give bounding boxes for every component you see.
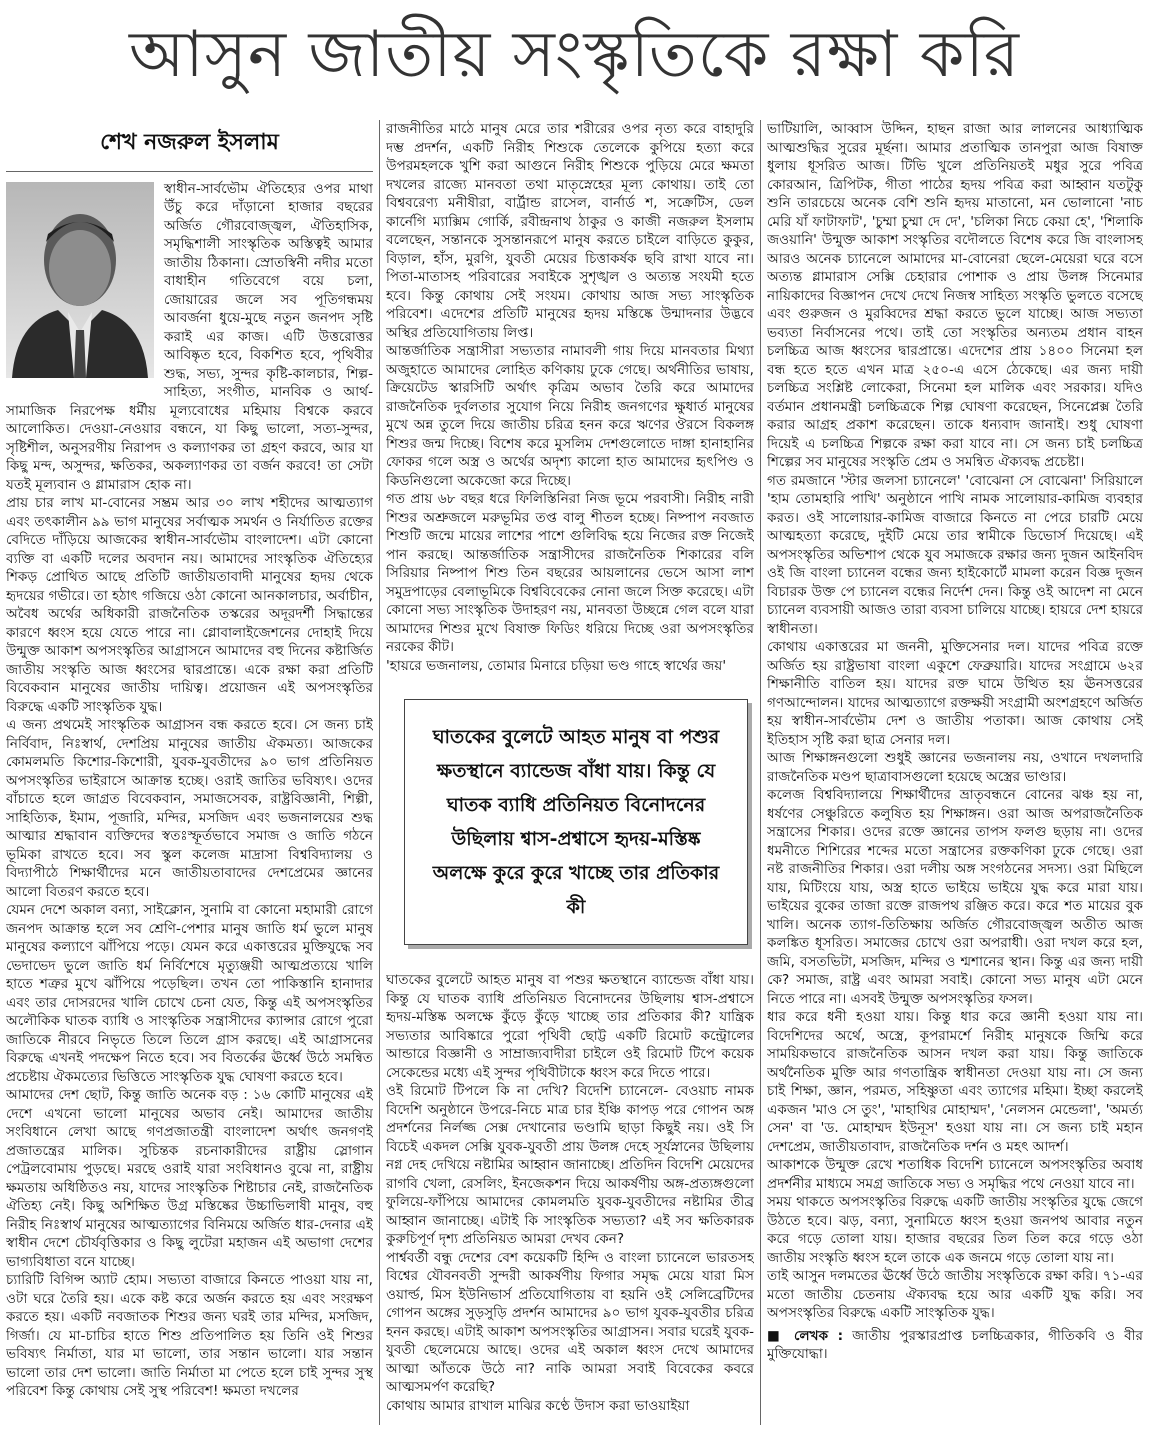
column-3 — [767, 120, 1143, 1425]
paragraph: গত প্রায় ৬৮ বছর ধরে ফিলিস্তিনিরা নিজ ভূমে পরবাসী। নিরীহ নারী শিশুর অশ্রুজলে মরুভূমির তপ্ত বালু শীতল হচ্ছে। নিষ্পাপ নবজাত শিশুটি জন্মে মায়ের লাশের পাশে গুলিবিদ্ধ হয়ে নিজের রক্ত নিজেই পান করছে। আন্তর্জাতিক সন্ত্রাসীদের রাজনৈতিক শিকারের বলি সিরিয়ার নিষ্পাপ শিশু তিন বছরের আয়লানের ভেসে আসা লাশ সমুদ্রপাড়ের বেলাভূমিকে বিশ্ববিবেকের নোনা জলে সিক্ত করেছে। এটা কোনো সভ্য সাংস্কৃতিক উদাহরণ নয়, মানবতা উচ্ছন্নে গেল বলে যারা আমাদের শিশুর মুখে বিষাক্ত ফিডিং ধরিয়ে দিচ্ছে ওরা অপসংস্কৃতির নরকের কীট। — [386, 491, 754, 655]
paragraph: যেমন দেশে অকাল বন্যা, সাইক্লোন, সুনামি বা কোনো মহামারী রোগে জনপদ আক্রান্ত হলে সব শ্রেণি-পেশার মানুষ জাতি ধর্ম ভুলে মানুষ মানুষের কল্যাণে ঝাঁপিয়ে পড়ে। যেমন করে একাত্তরের মুক্তিযুদ্ধে সব ভেদাভেদ ভুলে জাতি ধর্ম নির্বিশেষে মৃত্যুঞ্জয়ী আত্মপ্রত্যয়ে খালি হাতে শত্রুর মুখে ঝাঁপিয়ে পড়েছিল। তখন তো পাকিস্তানি হানাদার এবং তার দোসরদের খালি চোখে চেনা যেত, কিন্তু এই অপসংস্কৃতির অলৌকিক ঘাতক ব্যাধি ও সাংস্কৃতিক সন্ত্রাসীদের ক্যান্সার রোগে পুরো জাতিকে নীরবে নিভৃতে তিলে তিলে গ্রাস করছে। এই আগ্রাসনের বিরুদ্ধে এখনই পদক্ষেপ নিতে হবে। সব বিতর্কের ঊর্ধ্বে উঠে সমন্বিত প্রচেষ্টায় ঐকমত্যের ভিত্তিতে সাংস্কৃতিক যুদ্ধ ঘোষণা করতে হবে। — [6, 902, 373, 1085]
paragraph: এ জন্য প্রথমেই সাংস্কৃতিক আগ্রাসন বন্ধ করতে হবে। সে জন্য চাই নির্বিবাদ, নিঃস্বার্থ, দেশপ্রিয় মানুষের জাতীয় ঐকমত্য। আজকের কোমলমতি কিশোর-কিশোরী, যুবক-যুবতীদের ৯০ ভাগ প্রতিনিয়ত অপসংস্কৃতির ভাইরাসে আক্রান্ত হচ্ছে। ওরাই জাতির ভবিষ্যৎ। ওদের বাঁচাতে হলে জাগ্রত বিবেকবান, সমাজসেবক, রাষ্ট্রবিজ্ঞানী, শিল্পী, সাহিত্যিক, ইমাম, পূজারি, মন্দির, মসজিদ এবং ভজনালয়ের শুদ্ধ আত্মার শ্রদ্ধাবান ব্যক্তিদের স্বতঃস্ফূর্তভাবে সমাজ ও জাতি গঠনে ভূমিকা রাখতে হবে। সব স্কুল কলেজ মাদ্রাসা বিশ্ববিদ্যালয় ও বিদ্যাপীঠে শিক্ষার্থীদের মনে জাতীয়তাবাদের দেশপ্রেমের জ্ঞানের আলো বিতরণ করতে হবে। — [6, 717, 373, 900]
paragraph: ঘাতকের বুলেটে আহত মানুষ বা পশুর ক্ষতস্থানে ব্যান্ডেজ বাঁধা যায়। কিন্তু যে ঘাতক ব্যাধি প্রতিনিয়ত বিনোদনের উছিলায় শ্বাস-প্রশ্বাসে হৃদয়-মস্তিষ্ক অলক্ষে কুঁড়ে কুঁড়ে খাচ্ছে তার প্রতিকার কী? যান্ত্রিক সভ্যতার আবিষ্কারে পুরো পৃথিবী ছোট্ট একটি রিমোট কন্ট্রোলের আন্ডারে বিজ্ঞানী ও সাম্রাজ্যবাদীরা চাইলে ওই রিমোট টিপে কয়েক সেকেন্ডের মধ্যে এই সুন্দর পৃথিবীটাকে ধ্বংস করে দিতে পারে। — [386, 972, 754, 1081]
author-note — [767, 1327, 1143, 1364]
paragraph: ধার করে ধনী হওয়া যায়। কিন্তু ধার করে জ্ঞানী হওয়া যায় না। বিদেশিদের অর্থে, অস্ত্রে, কূপরামর্শে নিরীহ মানুষকে জিম্মি করে সাময়িকভাবে রাজনৈতিক আসন দখল করা যায়। কিন্তু জাতিকে অর্থনৈতিক মুক্তি আর গণতান্ত্রিক স্বাধীনতা দেওয়া যায় না। সে জন্য চাই শিক্ষা, জ্ঞান, পরমত, সহিষ্ণুতা এবং ত্যাগের মহিমা। ইচ্ছা করলেই একজন 'মাও সে তুং', 'মাহাথির মোহাম্মদ', 'নেলসন মেন্ডেলা', 'অমর্ত্য সেন' বা 'ড. মোহাম্মদ ইউনূস' হওয়া যায় না। সে জন্য চাই মহান দেশপ্রেম, জাতীয়তাবাদ, রাজনৈতিক দর্শন ও মহৎ আদর্শ। — [767, 1009, 1143, 1155]
author-note-text: জাতীয় পুরস্কারপ্রাপ্ত চলচ্চিত্রকার, গীতিকবি ও বীর মুক্তিযোদ্ধা। — [767, 1327, 1143, 1362]
paragraph: সময় থাকতে অপসংস্কৃতির বিরুদ্ধে একটি জাতীয় সংস্কৃতির যুদ্ধে জেগে উঠতে হবে। ঝড়, বন্যা, সুনামিতে ধ্বংস হওয়া জনপথ আবার নতুন করে গড়ে তোলা যায়। হাজার বছরের তিল তিল করে গড়ে ওঠা জাতীয় সংস্কৃতি ধ্বংস হলে তাকে এক জনমে গড়ে তোলা যায় না। — [767, 1194, 1143, 1266]
paragraph: গত রমজানে 'স্টার জলসা চ্যানেলে' 'বোঝেনা সে বোঝেনা' সিরিয়ালে 'হাম তোমহারি পাখি' অনুষ্ঠানে পাখি নামক সালোয়ার-কামিজ ব্যবহার করত। ওই সালোয়ার-কামিজ বাজারে কিনতে না পেরে চারটি মেয়ে আত্মহত্যা করেছে, দুইটি মেয়ে তার স্বামীকে ডিভোর্স দিয়েছে। এই অপসংস্কৃতির অভিশাপ থেকে যুব সমাজকে রক্ষার জন্য দুজন আইনবিদ ওই জি বাংলা চ্যানেল বন্ধের জন্য হাইকোর্টে মামলা করেন বিজ্ঞ দুজন বিচারক উক্ত পে চ্যানেল বন্ধের নির্দেশ দেন। কিন্তু ওই আদেশ না মেনে চ্যানেল ব্যবসায়ী আজও তারা ব্যবসা চালিয়ে যাচ্ছে। হায়রে দেশ হায়রে স্বাধীনতা। — [767, 472, 1143, 637]
paragraph: তাই আসুন দলমতের ঊর্ধ্বে উঠে জাতীয় সংস্কৃতিকে রক্ষা করি। ৭১-এর মতো জাতীয় চেতনায় ঐক্যবদ্ধ হয়ে আর একটি যুদ্ধ করি। সব অপসংস্কৃতির বিরুদ্ধে একটি সাংস্কৃতিক যুদ্ধ। — [767, 1268, 1143, 1321]
paragraph: 'হায়রে ভজনালয়, তোমার মিনারে চড়িয়া ভণ্ড গাহে স্বার্থের জয়' — [386, 657, 727, 674]
paragraph: কোথায় আমার রাখাল মাঝির কণ্ঠে উদাস করা ভাওয়াইয়া — [386, 1397, 690, 1414]
byline: শেখ নজরুল ইসলাম — [6, 120, 373, 172]
paragraph: কোথায় একাত্তরের মা জননী, মুক্তিসেনার দল। যাদের পবিত্র রক্তে অর্জিত হয় রাষ্ট্রভাষা বাংলা একুশে ফেব্রুয়ারি। যাদের সংগ্রামে ৬২র শিক্ষানীতি বাতিল হয়। যাদের রক্ত ঘামে উত্থিত হয় ঊনসত্তরের গণআন্দোলন। যাদের আত্মত্যাগে রক্তক্ষয়ী সংগ্রামী অংশগ্রহণে অর্জিত হয় স্বাধীন-সার্বভৌম দেশ ও জাতীয় পতাকা। আজ কোথায় সেই ইতিহাস সৃষ্টি করা ছাত্র সেনার দল। — [767, 639, 1143, 748]
paragraph: স্বাধীন-সার্বভৌম ঐতিহ্যের ওপর মাথা উঁচু করে দাঁড়ানো হাজার বছরের অর্জিত গৌরবোজ্জ্বল, ঐতিহাসিক, সমৃদ্ধিশালী সাংস্কৃতিক অস্তিত্বই আমার জাতীয় ঠিকানা। স্রোতস্বিনী নদীর মতো বাধাহীন গতিবেগে বয়ে চলা, জোয়ারের জলে সব পূতিগন্ধময় আবর্জনা ধুয়ে-মুছে নতুন জনপদ সৃষ্টি করাই এর কাজ। এটি উত্তরোত্তর আবিষ্কৃত হবে, বিকশিত হবে, পৃথিবীর শুদ্ধ, সভ্য, সুন্দর কৃষ্টি-কালচার, শিল্প-সাহিত্য, সংগীত, মানবিক ও আর্থ-সামাজিক নিরপেক্ষ ধর্মীয় মূল্যবোধের মহিমায় বিশ্বকে করবে আলোকিত। দেওয়া-নেওয়ার বন্ধনে, যা কিছু ভালো, সত্য-সুন্দর, সৃষ্টিশীল, অনুসরণীয় নিরাপদ ও কল্যাণকর তা গ্রহণ করবে, আর যা কিছু মন্দ, অসুন্দর, ক্ষতিকর, অকল্যাণকর তা বর্জন করবে! তা সেটা যতই মূল্যবান ও গ্লামারাস হোক না। — [6, 180, 373, 493]
author-note-label: ■ লেখক : — [767, 1327, 844, 1344]
paragraph: পার্শ্ববর্তী বন্ধু দেশের বেশ কয়েকটি হিন্দি ও বাংলা চ্যানেলে ভারতসহ বিশ্বের যৌবনবতী সুন্দরী আকর্ষণীয় ফিগার সমৃদ্ধ মেয়ে যারা মিস ওয়ার্ল্ড, মিস ইউনিভার্স প্রতিযোগিতায় বা হয়নি ওই সেলিব্রেটিদের গোপন অঙ্গের সুড়সুড়ি প্রদর্শন আমাদের ৯০ ভাগ যুবক-যুবতীর চরিত্র হনন করছে। এটাই আকাশ অপসংস্কৃতির আগ্রাসন। সবার ঘরেই যুবক-যুবতী ছেলেমেয়ে আছে। ওদের এই অকাল ধ্বংস দেখে আমাদের আত্মা আঁতকে উঠে না? নাকি আমরা সবাই বিবেকের কবরে আত্মসমর্পণ করেছি? — [386, 1249, 754, 1395]
paragraph: আকাশকে উন্মুক্ত রেখে শতাধিক বিদেশি চ্যানেলে অপসংস্কৃতির অবাধ প্রদর্শনীর মাধ্যমে সমগ্র জাতিকে সভ্য ও সমৃদ্ধির পথে নেওয়া যাবে না। — [767, 1157, 1143, 1192]
paragraph: ভাটিয়ালি, আব্বাস উদ্দিন, হাছন রাজা আর লালনের আধ্যাত্মিক আত্মশুদ্ধির সুরের মূর্ছনা। আমার প্রতাত্মিক তানপুরা আজ বিষাক্ত ধুলায় ধূসরিত আজ। টিভি খুলে প্রতিনিয়তই মধুর সুরে পবিত্র কোরআন, ত্রিপিটক, গীতা পাঠের হৃদয় পবিত্র করা আহ্বান যতটুকু শুনি তারচেয়ে অনেক বেশি শুনি হৃদয় মাতানো, মন ভোলানো 'নাচ মেরি যাঁ ফাটাফাট', 'চুম্মা চুম্মা দে দে', 'চলিকা নিচে কেয়া হে', 'শিলাকি জওয়ানি' উন্মুক্ত আকাশ সংস্কৃতির বদৌলতে বিশেষ করে জি বাংলাসহ আরও অনেক চ্যানেলে আমাদের মা-বোনেরা ছেলে-মেয়েরা ঘরে বসে অত্যন্ত গ্লামারাস সেক্সি চেহারার পোশাক ও প্রায় উলঙ্গ সিনেমার নায়িকাদের বিজ্ঞাপন দেখে দেখে নিজস্ব সাহিত্য সংস্কৃতি ভুলতে বসেছে এবং গুরুজন ও মুরব্বিদের শ্রদ্ধা করতে ভুলে যাচ্ছে। আজ সভ্যতা ভব্যতা নির্বাসনের পথে। তাই তো সংস্কৃতির অন্যতম প্রধান বাহন চলচ্চিত্র আজ ধ্বংসের দ্বারপ্রান্তে। এদেশের প্রায় ১৪০০ সিনেমা হল বন্ধ হতে হতে এখন মাত্র ২৫০-এ এসে ঠেকেছে। এর জন্য দায়ী চলচ্চিত্র সংশ্লিষ্ট লোকেরা, সিনেমা হল মালিক এবং সরকার। যদিও বর্তমান প্রধানমন্ত্রী চলচ্চিত্রকে শিল্প ঘোষণা করেছেন, সিনেপ্লেক্স তৈরি করার আগ্রহ প্রকাশ করেছেন। তাকে ধন্যবাদ জানাই। শুধু ঘোষণা দিয়েই এ চলচ্চিত্র শিল্পকে রক্ষা করা যাবে না। সে জন্য চাই চলচ্চিত্র শিল্পের সব মানুষের সংস্কৃতি প্রেম ও সমন্বিত ঐক্যবদ্ধ প্রচেষ্টা। — [767, 121, 1143, 470]
paragraph: আমাদের দেশ ছোট, কিন্তু জাতি অনেক বড় : ১৬ কোটি মানুষের এই দেশে এখনো ভালো মানুষের অভাব নেই। আমাদের জাতীয় সংবিধানে লেখা আছে গণপ্রজাতন্ত্রী বাংলাদেশ অর্থাৎ জনগণই প্রজাতন্ত্রের মালিক। সুচিন্তক রচনাকারীদের রাষ্ট্রীয় স্লোগান পেট্রলবোমায় পুড়ছে। মরছে ওরাই যারা সংবিধানও বুঝে না, রাষ্ট্রীয় ক্ষমতায় অধিষ্ঠিতও নয়, যাদের সাংস্কৃতিক শিষ্টাচার নেই, রাজনৈতিক ঐতিহ্য নেই। কিছু অশিক্ষিত উগ্র মস্তিষ্কের উচ্চাভিলাষী মানুষ, বহু নিরীহ নিঃস্বার্থ মানুষের আত্মত্যাগের বিনিময়ে অর্জিত ধার-দেনার এই স্বাধীন দেশে চৌর্যবৃত্তিকার ও কিছু লুটেরা মহাজন এই অভাগা দেশের ভাগ্যবিধাতা বনে যাচ্ছে। — [6, 1087, 373, 1270]
headline: আসুন জাতীয় সংস্কৃতিকে রক্ষা করি — [128, 18, 1020, 92]
paragraph: ওই রিমোট টিপলে কি না দেখি? বিদেশি চ্যানেলে- বেওয়াচ নামক বিদেশি অনুষ্ঠানে উপরে-নিচে মাত্র চার ইঞ্চি কাপড় পরে গোপন অঙ্গ প্রদর্শনের নির্লজ্জ সেক্স দেখানোর ভণ্ডামি ছাড়া কিছুই নয়। ওই সি বিচেই একদল সেক্সি যুবক-যুবতী প্রায় উলঙ্গ দেহে সূর্যস্নানের উছিলায় নগ্ন দেহ দেখিয়ে নষ্টামির আহ্বান জানাচ্ছে। প্রতিদিন বিদেশি মেয়েদের রাগবি খেলা, রেসলিং, ইনজেকশন দিয়ে আকর্ষণীয় অঙ্গ-প্রত্যঙ্গগুলো ফুলিয়ে-ফাঁপিয়ে আমাদের কোমলমতি যুবক-যুবতীদের নষ্টামির তীব্র আহ্বান জানাচ্ছে। এটাই কি সাংস্কৃতিক সভ্যতা? এই সব ক্ষতিকারক কুরুচিপূর্ণ দৃশ্য প্রতিনিয়ত আমরা দেখব কেন? — [386, 1083, 754, 1247]
paragraph: আজ শিক্ষাঙ্গনগুলো শুধুই জ্ঞানের ভজনালয় নয়, ওখানে দখলদারি রাজনৈতিক মণ্ডপ ছাত্রাবাসগুলো হয়েছে অস্ত্রের ভাণ্ডার। — [767, 750, 1143, 785]
paragraph: আন্তর্জাতিক সন্ত্রাসীরা সভ্যতার নামাবলী গায় দিয়ে মানবতার মিথ্যা অজুহাতে আমাদের লোহিত কণিকায় ঢুকে গেছে। অর্থনীতির ভাষায়, ক্রিয়েটেড স্কারসিটি অর্থাৎ কৃত্রিম অভাব তৈরি করে আমাদের রাজনৈতিক দুর্বলতার সুযোগ নিয়ে নিরীহ জনগণের ক্ষুধার্ত মানুষের মুখে অন্ন তুলে দিয়ে জাতীয় চরিত্র হনন করে ঋণের ঔরসে বিকলঙ্গ শিশুর জন্ম দিচ্ছে। বিশেষ করে মুসলিম দেশগুলোতে দাঙ্গা হানাহানির ফোকর গলে অস্ত্র ও অর্থের অদৃশ্য কালো হাত আমাদের হৃৎপিণ্ড ও কিডনিগুলো অকেজো করে দিচ্ছে। — [386, 343, 754, 489]
paragraph: রাজনীতির মাঠে মানুষ মেরে তার শরীরের ওপর নৃত্য করে বাহাদুরি দম্ভ প্রদর্শন, একটি নিরীহ শিশুকে তেলেকে কুপিয়ে হত্যা করে উপরমহলকে খুশি করা আগুনে নিরীহ শিশুকে পুড়িয়ে মেরে ক্ষমতা দখলের রাজ্যে মানবতা তথা মাতৃস্নেহের মূল্য কোথায়। তাই তো বিশ্ববরেণ্য মনীষীরা, বার্ট্রান্ড রাসেল, বার্নার্ড শ, সক্রেটিস, ডেল কার্নেগি ম্যাক্সিম গোর্কি, রবীন্দ্রনাথ ঠাকুর ও কাজী নজরুল ইসলাম বলেছেন, সন্তানকে সুসন্তানরূপে মানুষ করতে চাইলে বাড়িতে কুকুর, বিড়াল, হাঁস, মুরগি, যুবতী মেয়ের চিত্তাকর্ষক ছবি রাখা যাবে না। পিতা-মাতাসহ পরিবারের সবাইকে সুশৃঙ্খল ও অত্যন্ত সংযমী হতে হবে। কিন্তু কোথায় সেই সংযম। কোথায় আজ সভ্য সাংস্কৃতিক পরিবেশ। এদেশের প্রতিটি মানুষের হৃদয় মস্তিষ্কে উন্মাদনার উদ্ভবে অস্থির প্রতিযোগিতায় লিপ্ত। — [386, 121, 754, 341]
author-photo — [6, 182, 154, 378]
pull-quote: ঘাতকের বুলেটে আহত মানুষ বা পশুর ক্ষতস্থানে ব্যান্ডেজ বাঁধা যায়। কিন্তু যে ঘাতক ব্যাধি প্রতিনিয়ত বিনোদনের উছিলায় শ্বাস-প্রশ্বাসে হৃদয়-মস্তিষ্ক অলক্ষে কুরে কুরে খাচ্ছে তার প্রতিকার কী — [404, 699, 748, 945]
column-divider — [379, 120, 380, 1425]
column-1 — [6, 120, 373, 1425]
paragraph: প্রায় চার লাখ মা-বোনের সম্ভ্রম আর ৩০ লাখ শহীদের আত্মত্যাগ এবং তৎকালীন ৯৯ ভাগ মানুষের সর্বাত্মক সমর্থন ও নির্যাতিত রক্তের বেদিতে দাঁড়িয়ে আজকের স্বাধীন-সার্বভৌম বাংলাদেশ। এটা কোনো ব্যক্তি বা একটি দলের অবদান নয়। আমাদের সাংস্কৃতিক ঐতিহ্যের শিকড় প্রোথিত আছে প্রতিটি জাতীয়তাবাদী মানুষের হৃদয় থেকে হৃদয়ের গভীরে। তা হঠাৎ গজিয়ে ওঠা কোনো আনকালচার, অর্বাচীন, অবৈধ অর্থের অধিকারী রাজনৈতিক তস্করের অদূরদর্শী সিদ্ধান্তের কারণে ধ্বংস হয়ে যেতে পারে না। গ্লোবালাইজেশনের দোহাই দিয়ে উন্মুক্ত আকাশ অপসংস্কৃতির আগ্রাসনে আমাদের বহু দিনের কষ্টার্জিত জাতীয় সংস্কৃতি আজ ধ্বংসের দ্বারপ্রান্তে। একে রক্ষা করা প্রতিটি বিবেকবান মানুষের জাতীয় দায়িত্ব। প্রয়োজন এই অপসংস্কৃতির বিরুদ্ধে একটি সাংস্কৃতিক যুদ্ধ। — [6, 495, 373, 715]
column-2 — [386, 120, 754, 1425]
paragraph: চ্যারিটি বিগিন্স অ্যাট হোম। সভ্যতা বাজারে কিনতে পাওয়া যায় না, ওটা ঘরে তৈরি হয়। একে কষ্ট করে অর্জন করতে হয় এবং সংরক্ষণ করতে হয়। একটি নবজাতক শিশুর জন্য ঘরই তার মন্দির, মসজিদ, গির্জা। যে মা-চাচির হাতে শিশু প্রতিপালিত হয় তিনি ওই শিশুর ভবিষ্যৎ নির্মাতা, যার মা ভালো, তার সন্তান ভালো। যার সন্তান ভালো তার দেশ ভালো। জাতি নির্মাতা মা পেতে হলে চাই সুন্দর সুস্থ পরিবেশ কিন্তু কোথায় সেই সুস্থ পরিবেশ! ক্ষমতা দখলের — [6, 1272, 373, 1399]
paragraph: কলেজ বিশ্ববিদ্যালয়ে শিক্ষার্থীদের ভ্রাতৃবন্ধনে বোনের ঝঞ্চ হয় না, ধর্ষণের সেঞ্চুরিতে কলুষিত হয় শিক্ষাঙ্গন। ওরা আজ অপরাজনৈতিক সন্ত্রাসের শিকার। ওদের রক্তে জ্ঞানের তাপস ফলগু ছড়ায় না। ওদের ধমনীতে শিশিরের শব্দের মতো সন্ত্রাসের রক্তকণিকা ঢুকে গেছে। ওরা নষ্ট রাজনীতির শিকার। ওরা দলীয় অঙ্গ সংগঠনের সদস্য। ওরা মিছিলে যায়, মিটিংয়ে যায়, অস্ত্র হাতে ভাইয়ে ভাইয়ে যুদ্ধ করে মারা যায়। ভাইয়ের বুকের তাজা রক্তে রাজপথ রঞ্জিত করে। করে শত মায়ের বুক খালি। অনেক ত্যাগ-তিতিক্ষায় অর্জিত গৌরবোজ্জ্বল অতীত আজ কলঙ্কিত ধূসরিত। সমাজের চোখে ওরা অপরাধী। ওরা দখল করে হল, জমি, বসতভিটা, মসজিদ, মন্দির ও শ্মশানের স্থান। কিন্তু এর জন্য দায়ী কে? সমাজ, রাষ্ট্র এবং আমরা সবাই। কোনো সভ্য মানুষ এটা মেনে নিতে পারে না। এসবই উন্মুক্ত অপসংস্কৃতির ফসল। — [767, 787, 1143, 1007]
column-divider — [760, 120, 761, 1425]
